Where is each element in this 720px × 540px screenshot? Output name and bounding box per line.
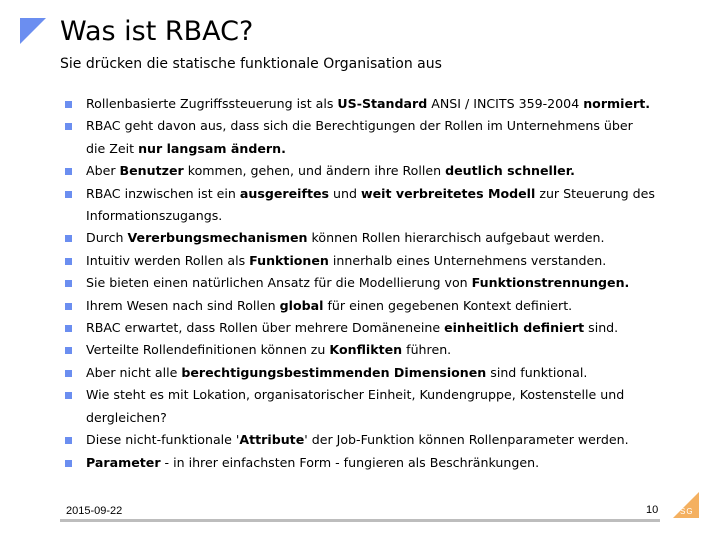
- bullet-item: [62, 452, 662, 474]
- bold-text: global: [279, 297, 324, 313]
- text: RBAC erwartet, dass Rollen über mehrere Domäneneine: [86, 320, 445, 336]
- square-bullet-icon: [65, 258, 72, 265]
- bullet-item: [62, 272, 662, 294]
- bullet-item: [62, 115, 662, 160]
- bullet-text: [86, 250, 662, 272]
- page-number: 10: [646, 504, 659, 516]
- text: Ihrem Wesen nach sind Rollen: [86, 297, 280, 313]
- square-bullet-icon: [65, 168, 72, 175]
- bullet-item: [62, 362, 662, 384]
- footer-date: 2015-09-22: [66, 505, 123, 517]
- square-bullet-icon: [65, 191, 72, 198]
- bullet-text: [86, 272, 662, 294]
- text: Sie bieten einen natürlichen Ansatz für die Modellierung von: [86, 275, 472, 291]
- bold-text: einheitlich definiert: [444, 320, 585, 336]
- text: sind funktional.: [486, 364, 588, 380]
- text: führen.: [402, 342, 452, 358]
- bullet-text: [86, 362, 662, 384]
- bold-text: Parameter: [86, 454, 161, 470]
- text: RBAC inzwischen ist ein: [86, 185, 240, 201]
- bullet-item: [62, 384, 662, 429]
- square-bullet-icon: [65, 325, 72, 332]
- text: Wie steht es mit Lokation, organisatorischer Einheit, Kundengruppe, Kostenstelle und: [86, 387, 625, 403]
- bold-text: deutlich schneller.: [445, 163, 575, 179]
- text: Informationszugangs.: [86, 208, 223, 224]
- text: RBAC geht davon aus, dass sich die Berechtigungen der Rollen im Unternehmens über: [86, 118, 633, 134]
- bold-text: Funktionstrennungen.: [471, 275, 630, 291]
- bullet-text: [86, 384, 662, 429]
- bold-text: Funktionen: [249, 252, 329, 268]
- bold-text: nur langsam ändern.: [138, 140, 286, 156]
- footer-divider: [60, 519, 660, 522]
- text: - in ihrer einfachsten Form - fungieren als Beschränkungen.: [160, 454, 540, 470]
- bold-text: US-Standard: [337, 96, 428, 111]
- square-bullet-icon: [65, 303, 72, 310]
- square-bullet-icon: [65, 101, 72, 108]
- text: Aber nicht alle: [86, 364, 182, 380]
- square-bullet-icon: [65, 280, 72, 287]
- square-bullet-icon: [65, 123, 72, 130]
- bullet-item: [62, 160, 662, 182]
- bold-text: Konflikten: [329, 342, 403, 358]
- bullet-text: [86, 339, 662, 361]
- text: kommen, gehen, und ändern ihre Rollen: [183, 163, 446, 179]
- text: Durch: [86, 230, 128, 246]
- logo-text: SG: [680, 507, 694, 516]
- bullet-text: [86, 160, 662, 182]
- text: innerhalb eines Unternehmens verstanden.: [328, 252, 607, 268]
- bold-text: normiert.: [583, 96, 651, 111]
- square-bullet-icon: [65, 235, 72, 242]
- square-bullet-icon: [65, 347, 72, 354]
- bullet-text: [86, 183, 662, 228]
- bold-text: Benutzer: [119, 163, 184, 179]
- bold-text: weit verbreitetes Modell: [361, 185, 536, 201]
- text: können Rollen hierarchisch aufgebaut werden.: [307, 230, 605, 246]
- bullet-text: [86, 115, 662, 160]
- text: Rollenbasierte Zugriffssteuerung ist als: [86, 96, 338, 111]
- text: zur Steuerung des: [535, 185, 655, 201]
- bold-text: berechtigungsbestimmenden Dimensionen: [181, 364, 487, 380]
- text: für einen gegebenen Kontext definiert.: [323, 297, 573, 313]
- text: und: [329, 185, 361, 201]
- text: ANSI / INCITS 359-2004: [427, 96, 584, 111]
- bullet-list: [62, 93, 662, 474]
- text: die Zeit: [86, 140, 139, 156]
- slide-subtitle: Sie drücken die statische funktionale Organisation aus: [60, 56, 442, 72]
- corner-triangle-decoration: [20, 18, 46, 44]
- bullet-item: [62, 227, 662, 249]
- bold-text: ausgereiftes: [239, 185, 330, 201]
- bullet-item: [62, 317, 662, 339]
- bullet-text: [86, 429, 662, 451]
- square-bullet-icon: [65, 460, 72, 467]
- bullet-item: [62, 429, 662, 451]
- bullet-item: [62, 93, 662, 115]
- bullet-item: [62, 295, 662, 317]
- text: Diese nicht-funktionale ': [86, 432, 240, 448]
- bold-text: Vererbungsmechanismen: [127, 230, 308, 246]
- bullet-item: [62, 339, 662, 361]
- text: Intuitiv werden Rollen als: [86, 252, 250, 268]
- bullet-text: [86, 93, 662, 115]
- text: Aber: [86, 163, 120, 179]
- bold-text: Attribute: [239, 432, 305, 448]
- bullet-text: [86, 317, 662, 339]
- text: dergleichen?: [86, 409, 167, 425]
- square-bullet-icon: [65, 392, 72, 399]
- text: sind.: [584, 320, 619, 336]
- bullet-item: [62, 183, 662, 228]
- square-bullet-icon: [65, 370, 72, 377]
- bullet-item: [62, 250, 662, 272]
- bullet-text: [86, 452, 662, 474]
- slide-title: Was ist RBAC?: [60, 16, 254, 47]
- text: ' der Job-Funktion können Rollenparameter werden.: [304, 432, 629, 448]
- text: Verteilte Rollendefinitionen können zu: [86, 342, 330, 358]
- bullet-text: [86, 295, 662, 317]
- square-bullet-icon: [65, 437, 72, 444]
- bullet-text: [86, 227, 662, 249]
